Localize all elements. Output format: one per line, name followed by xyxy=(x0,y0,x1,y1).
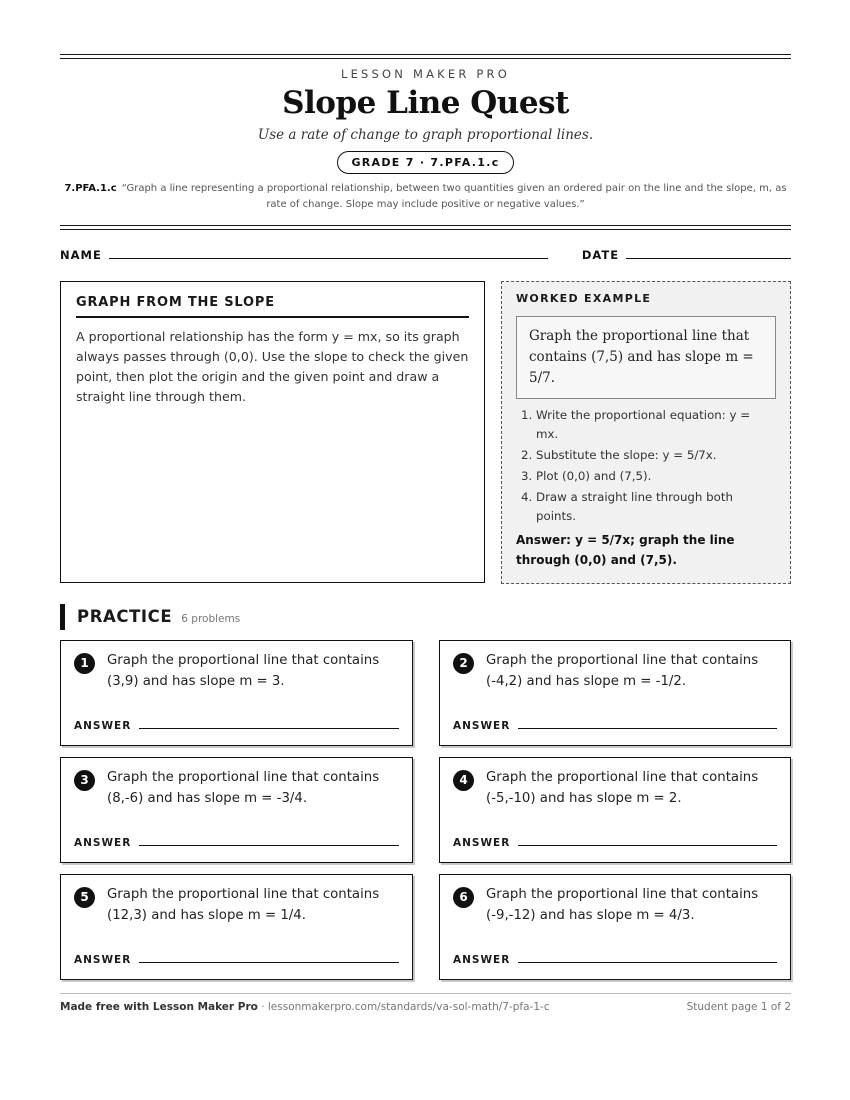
worked-example-box xyxy=(501,281,791,584)
concept-body: A proportional relationship has the form y = mx, so its graph always passes through (0,0). Use the slope to check the given point, then plot the origin and the given point and draw a straight line through them. xyxy=(76,329,469,404)
problem-number: 4 xyxy=(453,770,474,791)
name-label: NAME xyxy=(60,248,102,262)
answer-field[interactable] xyxy=(518,845,777,846)
intro-section xyxy=(60,281,791,584)
problem-text: Graph the proportional line that contains (12,3) and has slope m = 1/4. xyxy=(107,887,380,923)
problem-number: 3 xyxy=(74,770,95,791)
footer-page-number: Student page 1 of 2 xyxy=(686,1001,791,1013)
worksheet-header xyxy=(60,67,791,213)
answer-field[interactable] xyxy=(139,962,399,963)
problem-number: 5 xyxy=(74,887,95,908)
practice-heading: PRACTICE xyxy=(77,607,173,626)
concept-box xyxy=(60,281,485,583)
header-bottom-rule xyxy=(60,225,791,226)
grade-badge: GRADE 7 · 7.PFA.1.c xyxy=(337,151,513,174)
answer-row xyxy=(74,837,399,849)
answer-label: ANSWER xyxy=(453,954,511,966)
answer-row xyxy=(453,720,777,732)
answer-row xyxy=(453,954,777,966)
answer-label: ANSWER xyxy=(74,720,132,732)
problem-text: Graph the proportional line that contains (-5,-10) and has slope m = 2. xyxy=(486,770,759,806)
answer-field[interactable] xyxy=(518,962,777,963)
worked-example-problem: Graph the proportional line that contains (7,5) and has slope m = 5/7. xyxy=(516,316,776,399)
answer-label: ANSWER xyxy=(453,720,511,732)
worked-example-heading: WORKED EXAMPLE xyxy=(516,292,652,305)
problem-text: Graph the proportional line that contains (8,-6) and has slope m = -3/4. xyxy=(107,770,380,806)
practice-card xyxy=(60,640,413,746)
answer-field[interactable] xyxy=(518,728,777,729)
footer-made-with: Made free with Lesson Maker Pro xyxy=(60,1001,258,1013)
header-top-rule xyxy=(60,54,791,55)
name-date-row xyxy=(60,248,791,262)
worked-step: 3. Plot (0,0) and (7,5). xyxy=(536,467,776,486)
standard-code: 7.PFA.1.c xyxy=(64,183,117,194)
answer-row xyxy=(453,837,777,849)
worksheet-subtitle: Use a rate of change to graph proportional lines. xyxy=(257,127,594,143)
date-field[interactable] xyxy=(626,258,791,259)
problem-text: Graph the proportional line that contains (-9,-12) and has slope m = 4/3. xyxy=(486,887,759,923)
answer-label: ANSWER xyxy=(74,954,132,966)
answer-field[interactable] xyxy=(139,845,399,846)
footer-credit xyxy=(60,1001,550,1013)
worksheet-title: Slope Line Quest xyxy=(282,85,569,121)
problem-text: Graph the proportional line that contains (3,9) and has slope m = 3. xyxy=(107,653,380,689)
name-field[interactable] xyxy=(109,258,548,259)
practice-count: 6 problems xyxy=(181,613,241,625)
answer-label: ANSWER xyxy=(453,837,511,849)
practice-grid xyxy=(60,640,791,980)
problem-text: Graph the proportional line that contains (-4,2) and has slope m = -1/2. xyxy=(486,653,759,689)
standard-text: “Graph a line representing a proportional relationship, between two quantities given an ordered pair on the line and the slope, m, as rate of change. Slope may include positive or negative values.” xyxy=(121,183,787,210)
worked-step: 4. Draw a straight line through both points. xyxy=(536,488,776,526)
problem-number: 1 xyxy=(74,653,95,674)
problem-number: 2 xyxy=(453,653,474,674)
worked-example-steps xyxy=(516,406,776,526)
page-footer xyxy=(60,993,791,1013)
worked-step: 1. Write the proportional equation: y = mx. xyxy=(536,406,776,444)
practice-header xyxy=(60,604,791,630)
practice-card xyxy=(439,640,791,746)
standard-statement xyxy=(60,181,791,213)
practice-card xyxy=(439,874,791,980)
brand-name: LESSON MAKER PRO xyxy=(340,67,510,81)
problem-number: 6 xyxy=(453,887,474,908)
practice-card xyxy=(439,757,791,863)
practice-card xyxy=(60,757,413,863)
practice-card xyxy=(60,874,413,980)
concept-heading: GRAPH FROM THE SLOPE xyxy=(76,295,469,318)
footer-url[interactable]: · lessonmakerpro.com/standards/va-sol-math/7-pfa-1-c xyxy=(257,1001,550,1013)
answer-field[interactable] xyxy=(139,728,399,729)
date-label: DATE xyxy=(581,248,620,262)
answer-row xyxy=(74,720,399,732)
worked-example-answer: Answer: y = 5/7x; graph the line through (0,0) and (7,5). xyxy=(516,533,735,567)
worked-step: 2. Substitute the slope: y = 5/7x. xyxy=(536,446,776,465)
answer-label: ANSWER xyxy=(74,837,132,849)
worksheet-page xyxy=(60,54,791,980)
answer-row xyxy=(74,954,399,966)
